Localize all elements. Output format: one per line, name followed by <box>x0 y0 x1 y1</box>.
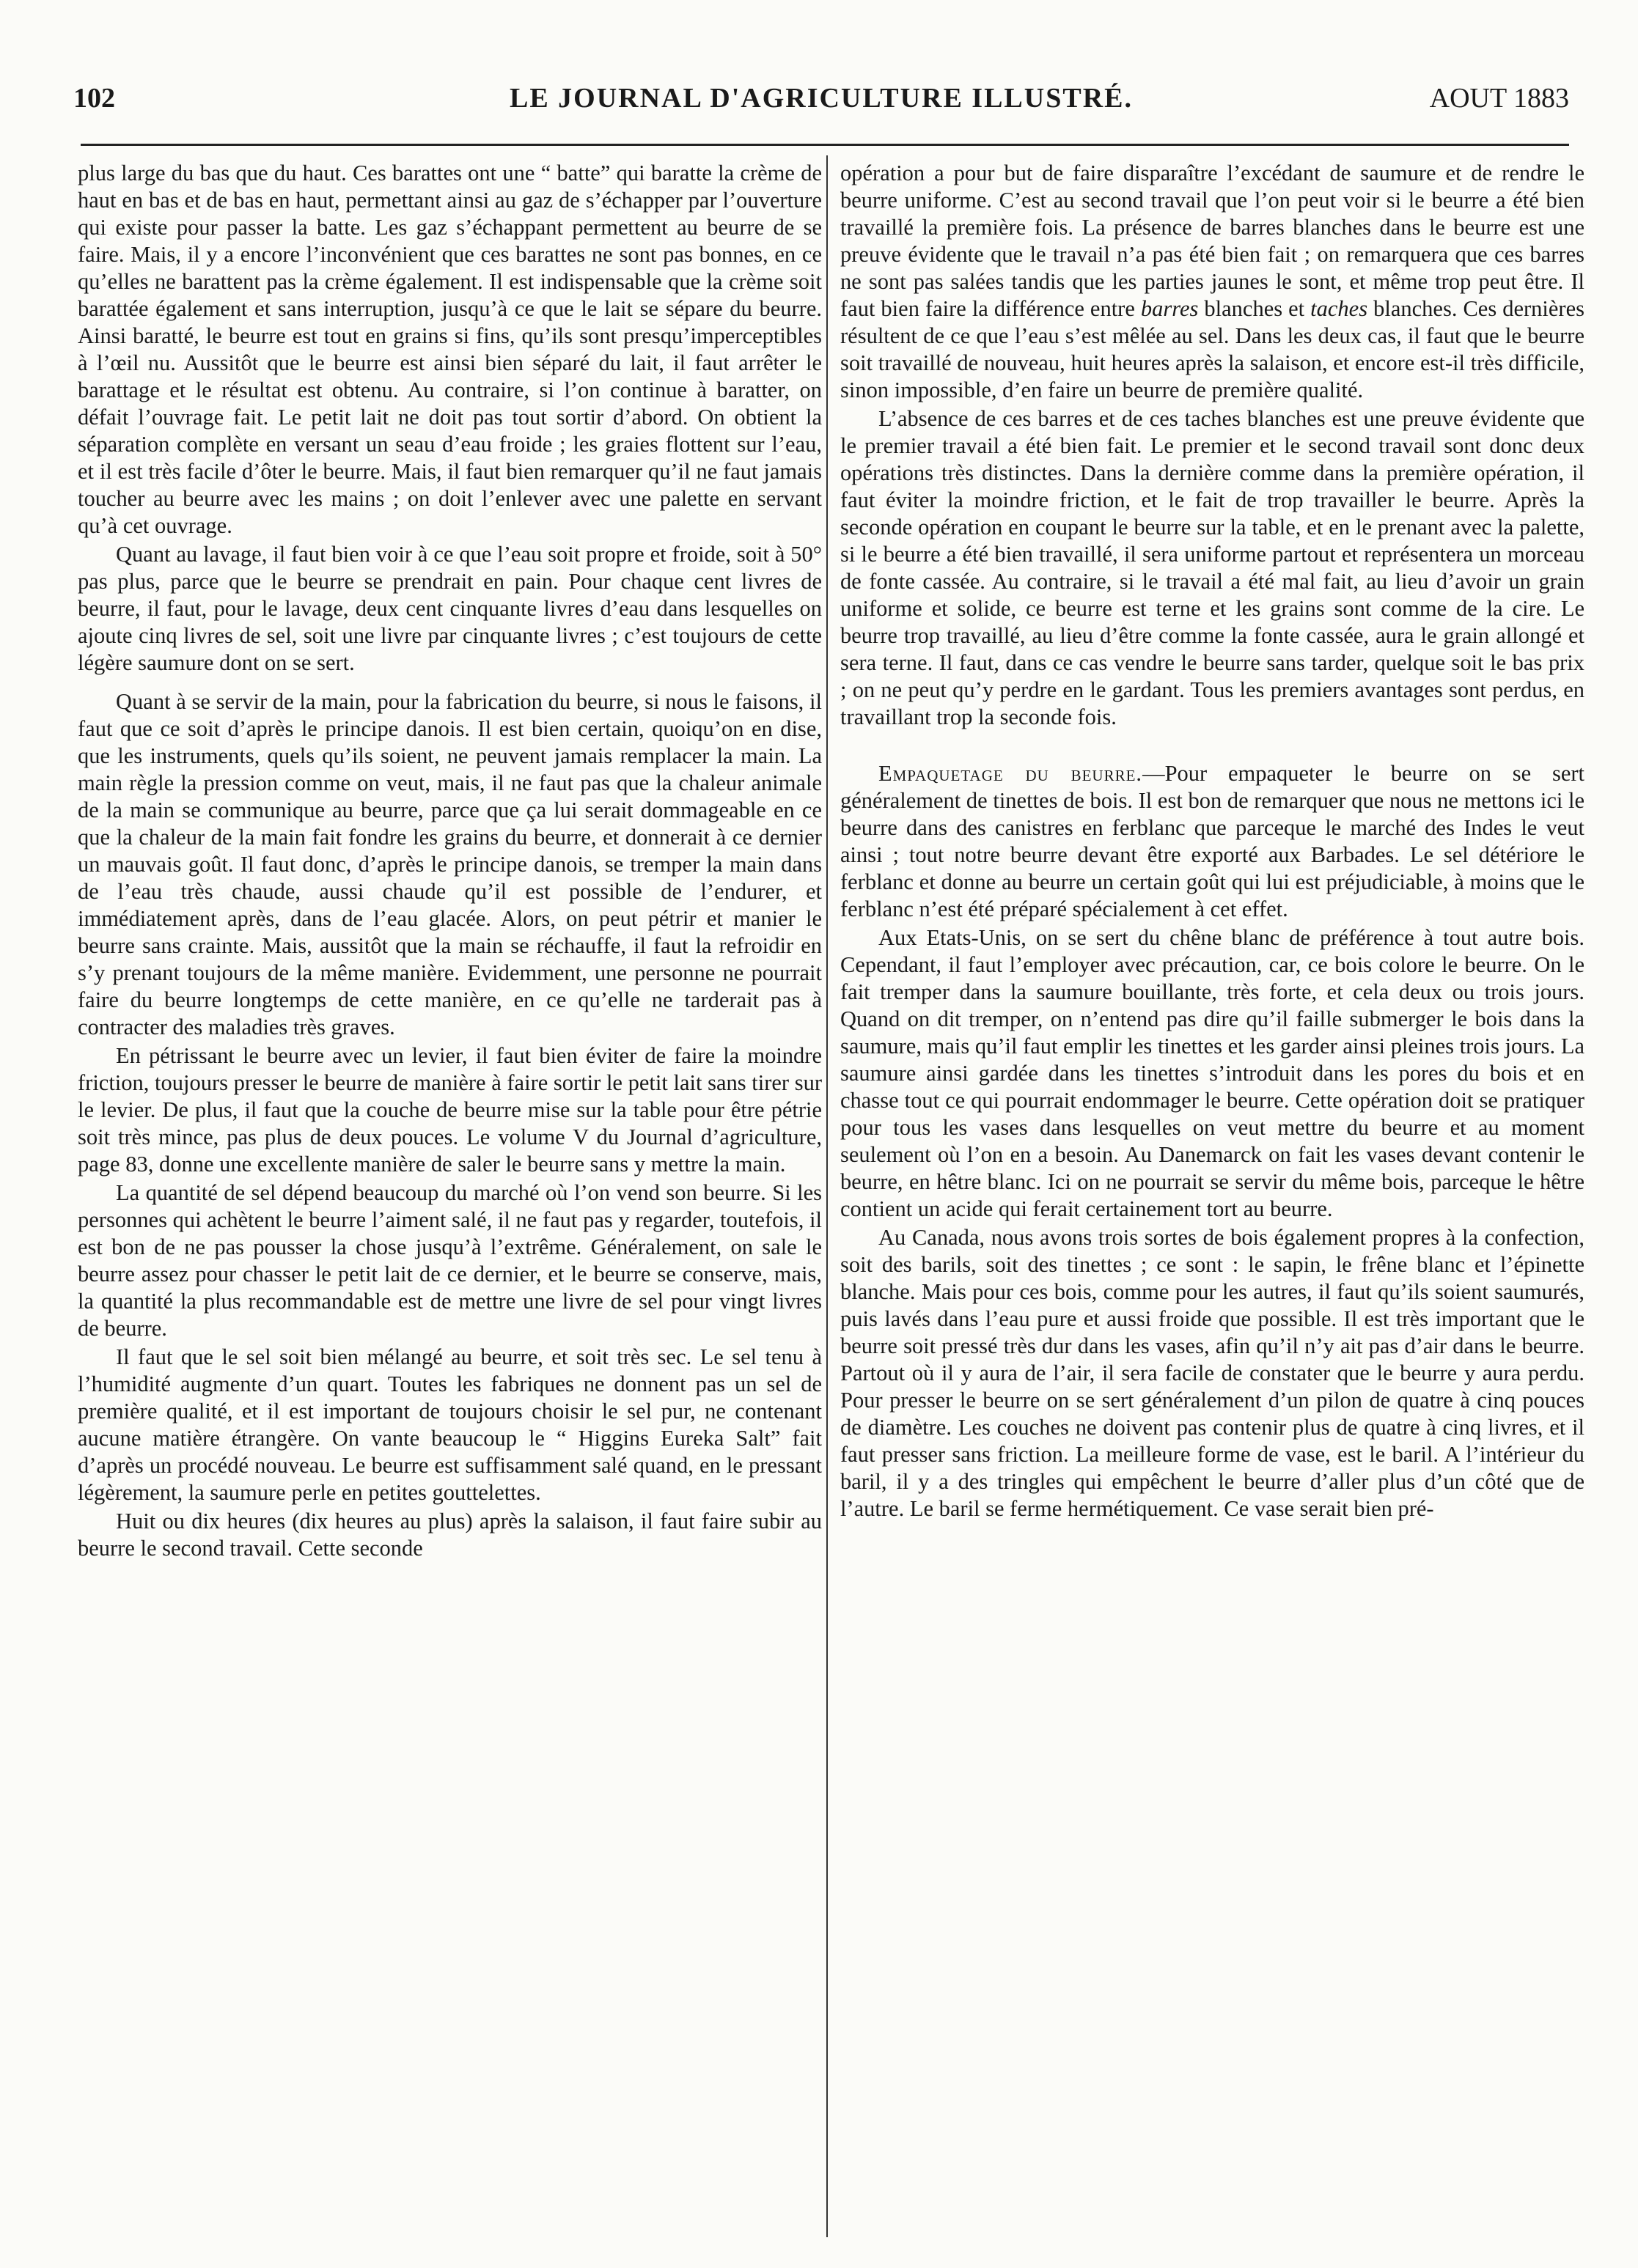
paragraph-text: blanches et <box>1204 296 1305 321</box>
paragraph: L’absence de ces barres et de ces taches blanches est une preuve évidente que le premier travail a été bien fait. Le premier et le second travail sont donc deux opérations très distinctes. Dans la dernière comme dans la première opération, il faut éviter la moindre friction, et le fait de trop travailler le beurre. Après la seconde opération en coupant le beurre sur la table, et en le prenant avec la palette, si le beurre a été bien travaillé, il sera uniforme partout et représentera un morceau de fonte cassée. Au contraire, si le travail a été mal fait, au lieu d’avoir un grain uniforme et solide, ce beurre est terne et les grains sont comme de la cire. Le beurre trop travaillé, au lieu d’être comme la fonte cassée, aura le grain allongé et sera terne. Il faut, dans ce cas vendre le beurre sans tarder, quelque soit le bas prix ; on ne peut qu’y perdre en le gardant. Tous les premiers avantages sont perdus, en travaillant trop la seconde fois. <box>840 406 1584 729</box>
journal-title: LE JOURNAL D'AGRICULTURE ILLUSTRÉ. <box>509 83 1133 114</box>
italic-term-taches: taches <box>1310 296 1368 321</box>
paragraph-text: blanches. Ces dernières résultent de ce que l’eau s’est mêlée au sel. Dans les deux cas, il faut que le beurre soit travaillé de nouveau, huit heures après la salaison, et encore est-il très difficile, sinon impossible, d’en faire un beurre de première qualité. <box>840 296 1584 402</box>
paragraph <box>840 160 1584 404</box>
paragraph: Huit ou dix heures (dix heures au plus) après la salaison, il faut faire subir au beurre le second travail. Cette seconde <box>78 1509 822 1561</box>
paragraph: Il faut que le sel soit bien mélangé au beurre, et soit très sec. Le sel tenu à l’humidité augmente d’un quart. Toutes les fabriques ne donnent pas un sel de première qualité, et il est important de toujours choisir le sel pur, ne contenant aucune matière étrangère. On vante beaucoup le “ Higgins Eureka Salt” fait d’après un procédé nouveau. Le beurre est suffisamment salé quand, en le pressant légèrement, la saumure perle en petites gouttelettes. <box>78 1344 822 1505</box>
paragraph: Quant au lavage, il faut bien voir à ce que l’eau soit propre et froide, soit à 50° pas plus, parce que le beurre se prendrait en pain. Pour chaque cent livres de beurre, il faut, pour le lavage, deux cent cinquante livres d’eau dans lesquelles on ajoute cinq livres de sel, soit une livre par cinquante livres ; c’est toujours de cette légère saumure dont on se sert. <box>78 542 822 675</box>
paragraph: La quantité de sel dépend beaucoup du marché où l’on vend son beurre. Si les personnes qui achètent le beurre l’aiment salé, il ne faut pas y regarder, toutefois, il est bon de ne pas pousser la chose jusqu’à l’extrême. Généralement, on sale le beurre assez pour chasser le petit lait de ce dernier, et le beurre se conserve, mais, la quantité la plus recommandable est de mettre une livre de sel pour vingt livres de beurre. <box>78 1180 822 1341</box>
issue-date: AOUT 1883 <box>1429 83 1569 114</box>
paragraph: En pétrissant le beurre avec un levier, il faut bien éviter de faire la moindre friction, toujours presser le beurre de manière à faire sortir le petit lait sans tirer sur le levier. De plus, il faut que la couche de beurre mise sur la table pour être pétrie soit très mince, pas plus de deux pouces. Le volume V du Journal d’agriculture, page 83, donne une excellente manière de saler le beurre sans y mettre la main. <box>78 1043 822 1177</box>
column-divider <box>826 155 828 2237</box>
page-header <box>73 82 1569 126</box>
paragraph: plus large du bas que du haut. Ces barattes ont une “ batte” qui baratte la crème de haut en bas et de bas en haut, permettant ainsi au gaz de s’échapper par l’ouverture qui existe pour passer la batte. Les gaz s’échappant permettent au beurre de se faire. Mais, il y a encore l’inconvénient que ces barattes ne sont pas bonnes, en ce qu’elles ne barattent pas la crème également. Il est indispensable que la crème soit barattée également et sans interruption, jusqu’à ce que le lait se sépare du beurre. Ainsi baratté, le beurre est tout en grains si fins, qu’ils sont presqu’imperceptibles à l’œil nu. Aussitôt que le beurre est ainsi bien séparé du lait, il faut arrêter le barattage et le résultat est obtenu. Au contraire, si l’on continue à baratter, on défait l’ouvrage fait. Le petit lait ne doit pas tout sortir d’abord. On obtient la séparation complète en versant un seau d’eau froide ; les graies flottent sur l’eau, et il est très facile d’ôter le beurre. Mais, il faut bien remarquer qu’il ne faut jamais toucher au beurre avec les mains ; on doit l’enlever avec une palette en servant qu’à cet ouvrage. <box>78 161 822 538</box>
paragraph: Aux Etats-Unis, on se sert du chêne blanc de préférence à tout autre bois. Cependant, il faut l’employer avec précaution, car, ce bois colore le beurre. On le fait tremper dans la saumure bouillante, très forte, et cela deux ou trois jours. Quand on dit tremper, on n’entend pas dire qu’il faille submerger le bois dans la saumure, mais qu’il faut emplir les tinettes et les garder ainsi pleines trois jours. La saumure ainsi gardée dans les tinettes s’introduit dans les pores du bois et en chasse tout ce qui pourrait endommager le beurre. Cette opération doit se pratiquer pour tous les vases dans lesquelles on veut mettre du beurre et au moment seulement où l’on en a besoin. Au Danemarck on fait les vases devant contenir le beurre, en hêtre blanc. Ici on ne pourrait se servir du même bois, parceque le hêtre contient un acide qui ferait certainement tort au beurre. <box>840 925 1584 1221</box>
paragraph-text: opération a pour but de faire disparaître l’excédant de saumure et de rendre le beurre uniforme. C’est au second travail que l’on peut voir si le beurre a été bien travaillé la première fois. La présence de barres blanches dans le beurre est une preuve évidente que le travail n’a pas été bien fait ; on remarquera que ces barres ne sont pas salées tandis que les parties jaunes le sont, et même trop peut être. Il faut bien faire la différence entre <box>840 161 1584 321</box>
section-paragraph <box>840 760 1584 923</box>
page-number: 102 <box>73 83 115 114</box>
paragraph: Quant à se servir de la main, pour la fabrication du beurre, si nous le faisons, il faut que ce soit d’après le principe danois. Il est bien certain, quoiqu’on en dise, que les instruments, quels qu’ils soient, ne peuvent jamais remplacer la main. La main règle la pression comme on veut, mais, il ne faut pas que la chaleur animale de la main se communique au beurre, parce que ça lui serait dommageable en ce que la chaleur de la main fait fondre les grains du beurre, et donnerait à ce dernier un mauvais goût. Il faut donc, d’après le principe danois, se tremper la main dans de l’eau très chaude, aussi chaude qu’il est possible de l’endurer, et immédiatement après, dans de l’eau glacée. Alors, on peut pétrir et manier le beurre sans crainte. Mais, aussitôt que la main se réchauffe, il faut la refroidir en s’y prenant toujours de la même manière. Evidemment, une personne ne pourrait faire du beurre longtemps de cette manière, en ce qu’elle ne tarderait pas à contracter des maladies très graves. <box>78 689 822 1039</box>
section-heading: Empaquetage du beurre. <box>878 761 1143 786</box>
right-column <box>840 160 1584 1524</box>
paragraph: Au Canada, nous avons trois sortes de bois également propres à la confection, soit des barils, soit des tinettes ; ce sont : le sapin, le frêne blanc et l’épinette blanche. Mais pour ces bois, comme pour les autres, il faut qu’ils soient saumurés, puis lavés dans l’eau pure et aussi froide que possible. Il est très important que le beurre soit pressé très dur dans les vases, afin qu’il n’y ait pas d’air dans le beurre. Partout où il y aura de l’air, il sera facile de constater que le beurre y aura perdu. Pour presser le beurre on se sert généralement d’un pilon de quatre à cinq pouces de diamètre. Les couches ne doivent pas contenir plus de quatre à cinq livres, et il faut presser sans friction. La meilleure forme de vase, est le baril. A l’intérieur du baril, il y a des tringles qui empêchent le beurre d’aller plus d’un côté que de l’autre. Le baril se ferme hermétiquement. Ce vase serait bien pré- <box>840 1225 1584 1521</box>
italic-term-barres: barres <box>1140 296 1199 321</box>
header-rule <box>81 144 1569 146</box>
left-column <box>78 160 822 1564</box>
paragraph-text: —Pour empaqueter le beurre on se sert généralement de tinettes de bois. Il est bon de remarquer que nous ne mettons ici le beurre dans des canistres en ferblanc que parceque le marché des Indes le veut ainsi ; tout notre beurre devant être exporté aux Barbades. Le sel détériore le ferblanc et donne au beurre un certain goût qui lui est préjudiciable, à moins que le ferblanc n’est été préparé spécialement à cet effet. <box>840 761 1585 921</box>
